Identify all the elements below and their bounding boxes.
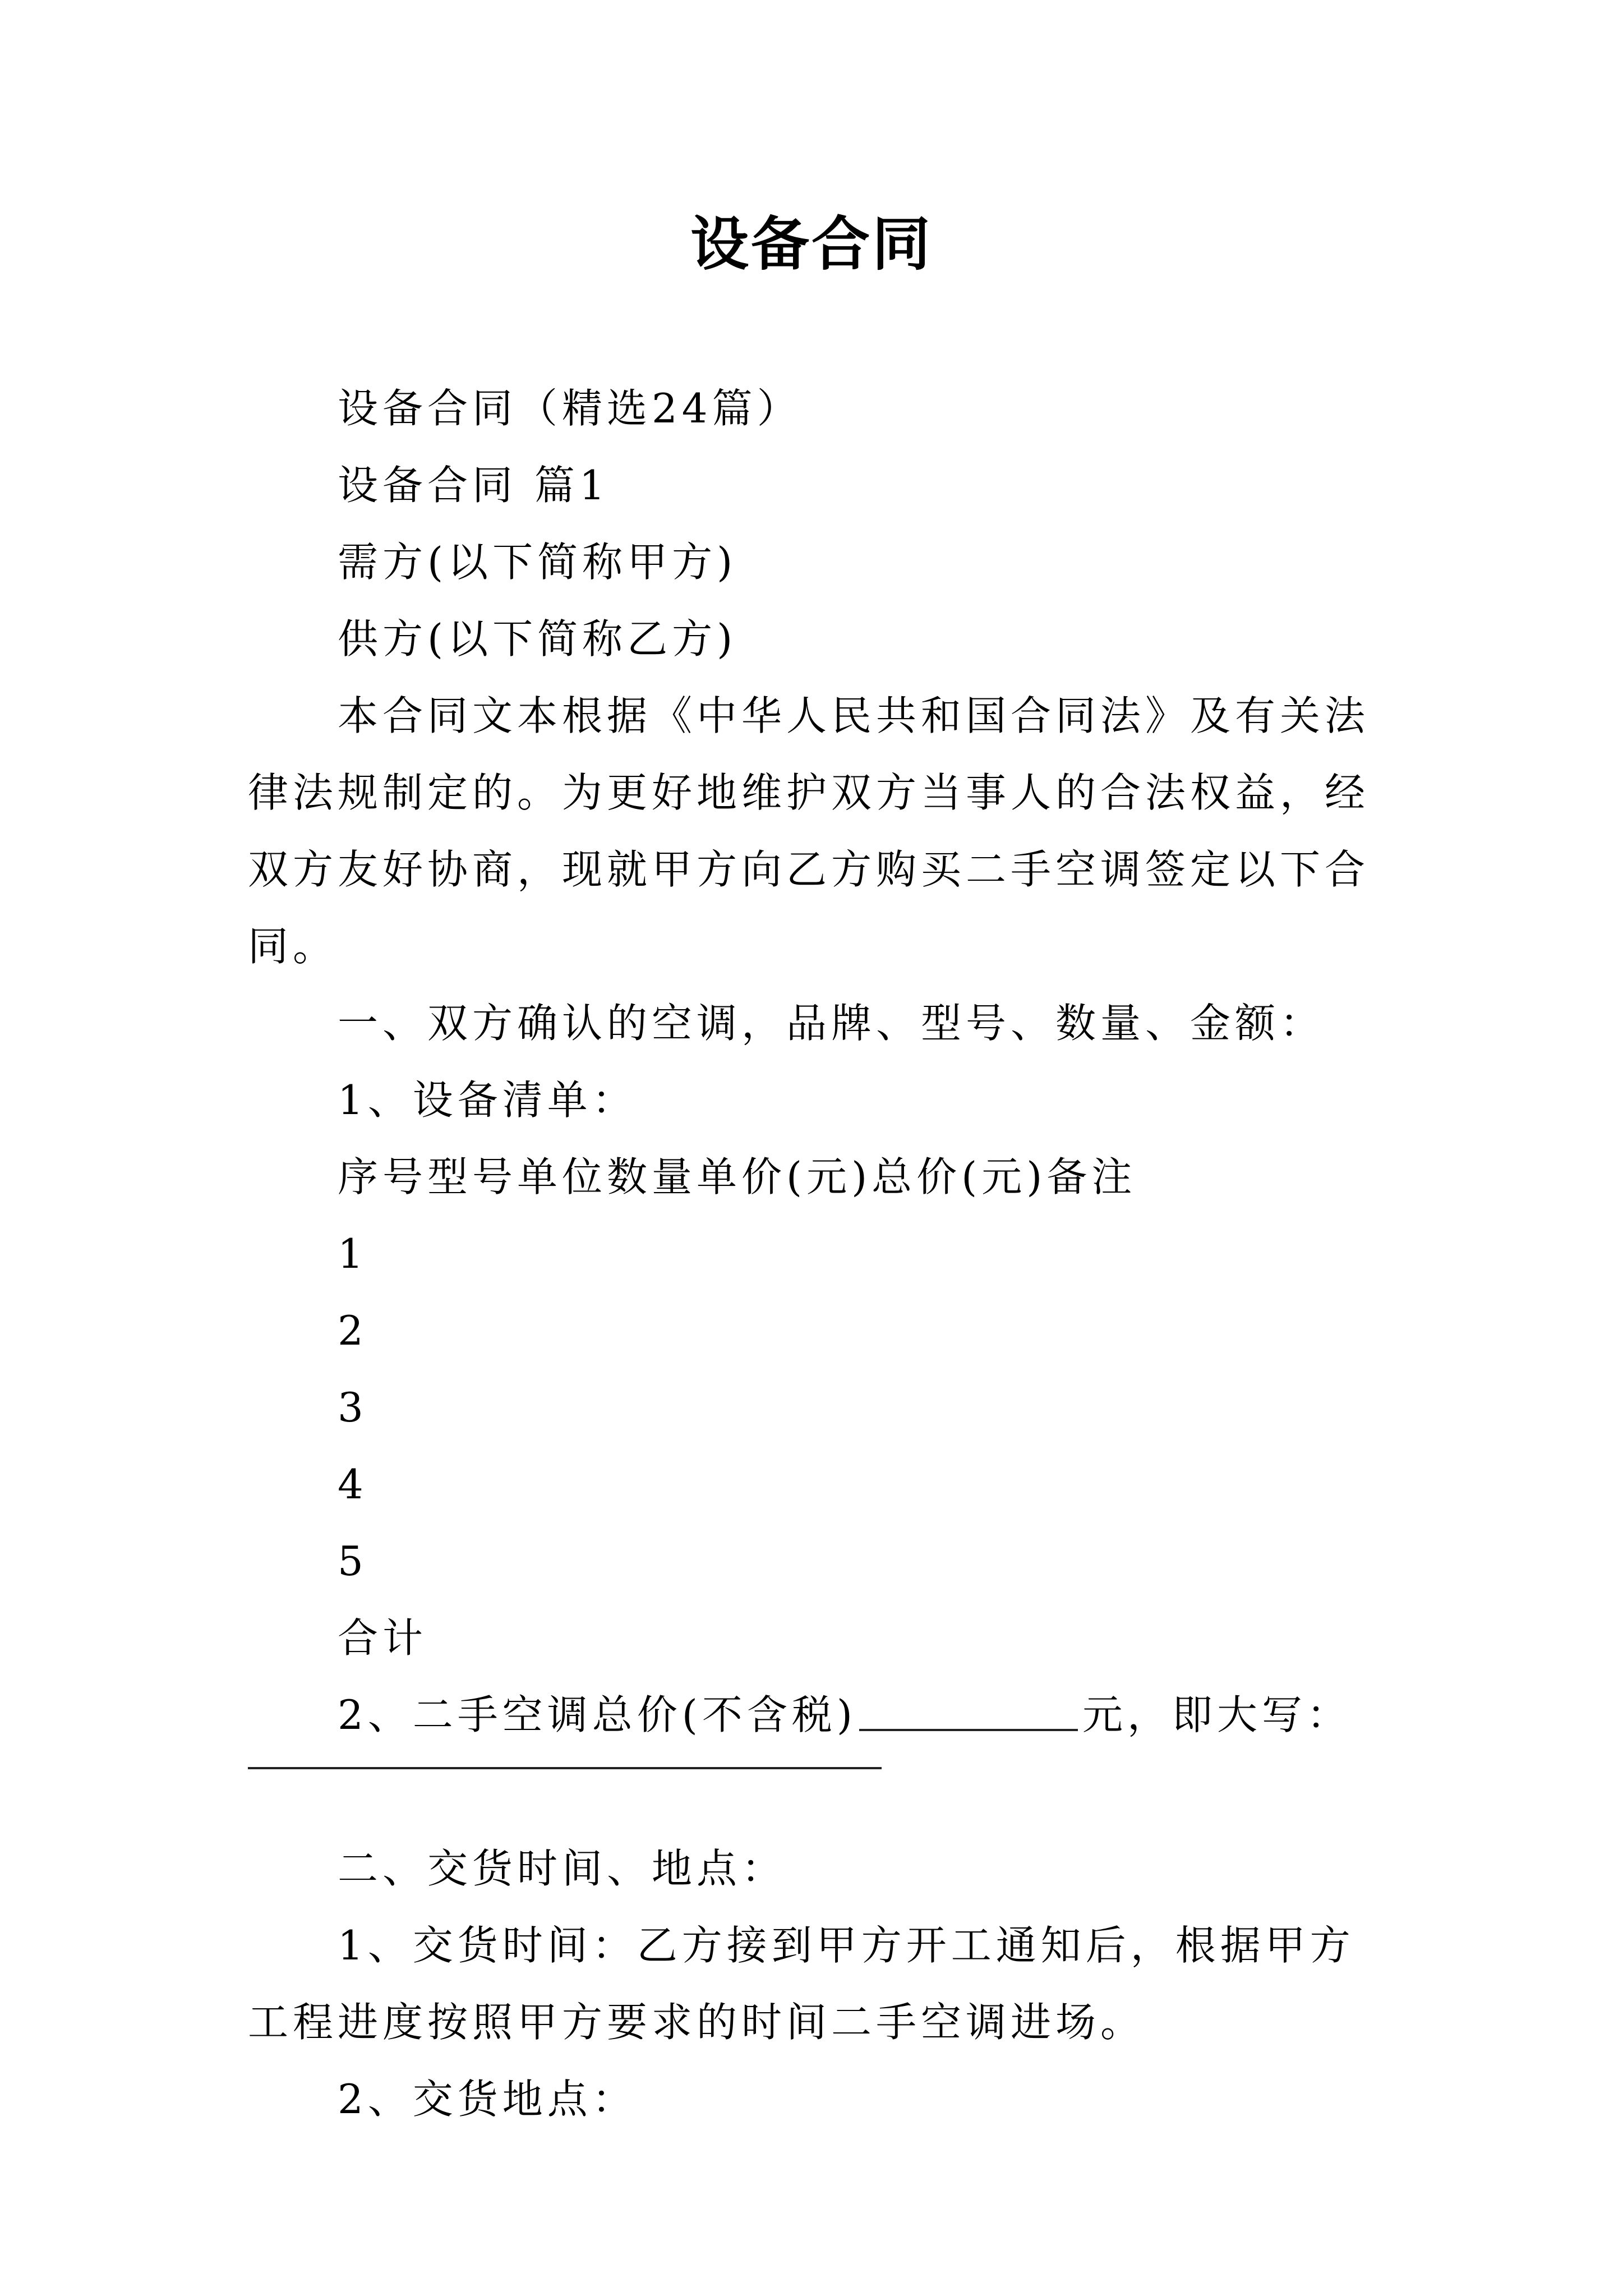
total-price-suffix: 元，即大写： (1082, 1691, 1352, 1738)
paragraph-delivery-time: 1、交货时间：乙方接到甲方开工通知后，根据甲方工程进度按照甲方要求的时间二手空调进场。 (248, 1922, 1355, 2046)
price-blank-line (859, 1729, 1078, 1731)
amount-in-words-blank (248, 1754, 1381, 1830)
amount-in-words-line (248, 1767, 882, 1769)
table-row: 3 (338, 1384, 368, 1431)
table-row: 2 (338, 1307, 368, 1354)
paragraph-clause-one: 一、双方确认的空调，品牌、型号、数量、金额： (338, 1000, 1325, 1047)
table-header-row: 序号型号单位数量单价(元)总价(元)备注 (338, 1153, 1137, 1200)
paragraph-party-b: 供方(以下简称乙方) (338, 615, 737, 662)
paragraph-section-heading: 设备合同 篇1 (338, 462, 610, 509)
table-row: 1 (338, 1230, 368, 1277)
paragraph-clause-two: 二、交货时间、地点： (338, 1845, 787, 1892)
paragraph-party-a: 需方(以下简称甲方) (338, 539, 737, 586)
table-total-row: 合计 (338, 1614, 428, 1662)
paragraph-total-price (248, 1677, 1381, 1754)
total-price-label: 2、二手空调总价(不含税) (338, 1691, 857, 1738)
paragraph-collection-heading: 设备合同（精选24篇） (338, 385, 802, 432)
paragraph-preamble: 本合同文本根据《中华人民共和国合同法》及有关法律法规制定的。为更好地维护双方当事人的合法权益，经双方友好协商，现就甲方向乙方购买二手空调签定以下合同。 (248, 692, 1370, 970)
paragraph-equipment-list: 1、设备清单： (338, 1076, 637, 1124)
table-row: 5 (338, 1538, 368, 1585)
document-title: 设备合同 (690, 209, 933, 278)
table-row: 4 (338, 1461, 368, 1508)
document-body (248, 370, 1381, 2138)
paragraph-delivery-place: 2、交货地点： (338, 2076, 637, 2123)
